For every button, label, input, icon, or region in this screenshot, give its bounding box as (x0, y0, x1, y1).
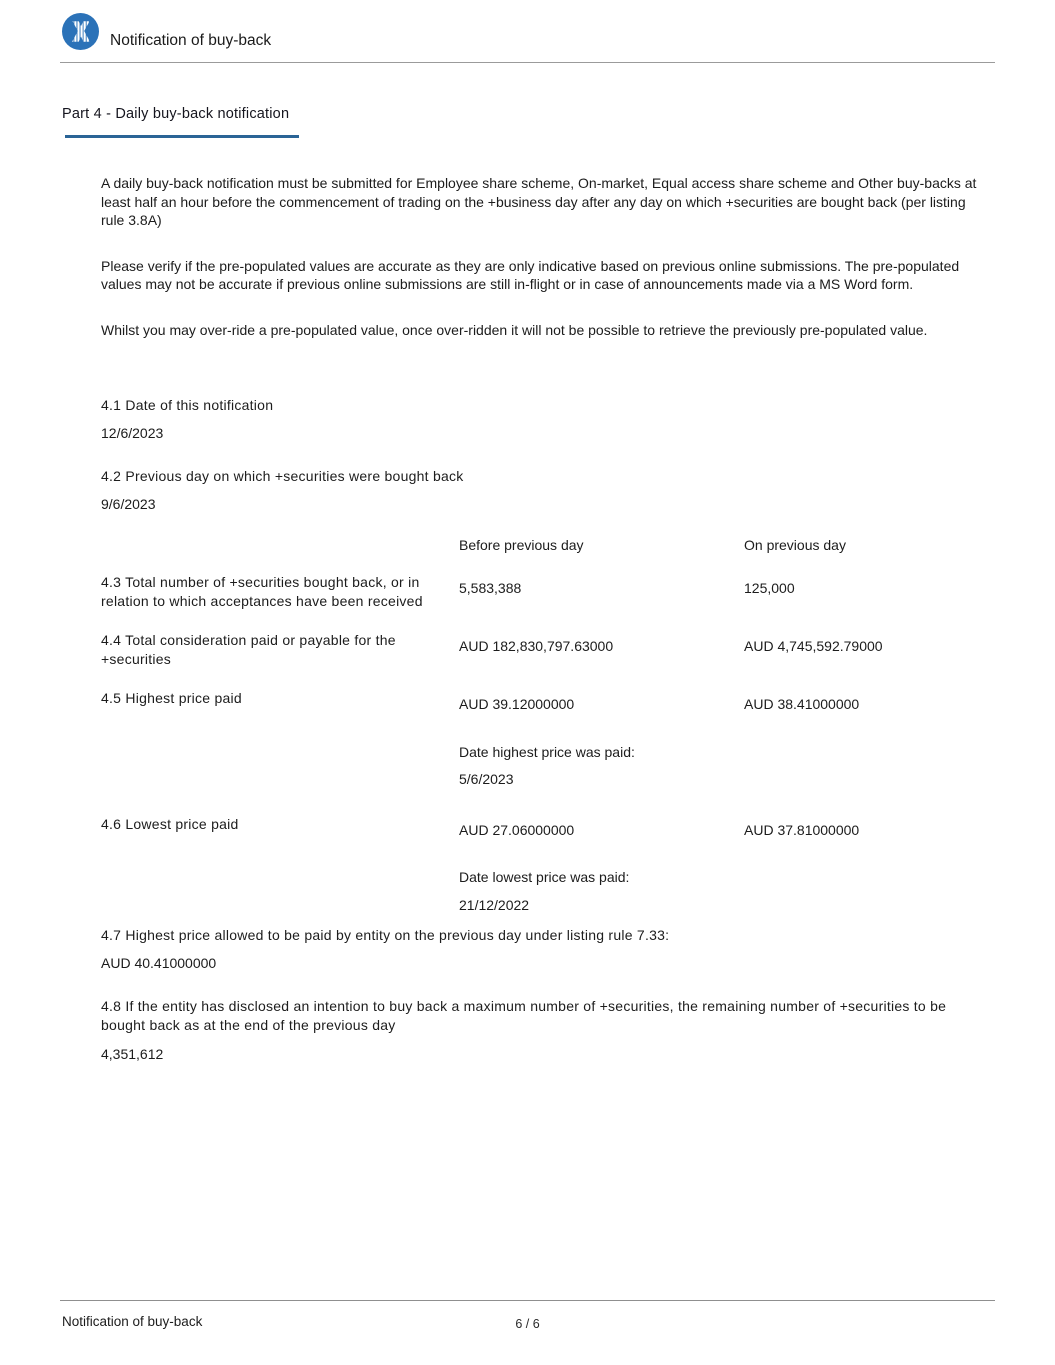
field-4-3-on-value: 125,000 (744, 580, 795, 596)
field-4-6-before-value: AUD 27.06000000 (459, 821, 575, 838)
field-4-6-on-value: AUD 37.81000000 (744, 821, 860, 838)
field-4-3-label: 4.3 Total number of +securities bought back, or in relation to which acceptances have been received (101, 574, 423, 609)
field-4-6-date-value: 21/12/2022 (459, 896, 530, 913)
footer-document-title: Notification of buy-back (62, 1314, 203, 1329)
buy-back-comparison-table (101, 537, 985, 914)
field-4-4-on-value: AUD 4,745,592.79000 (744, 638, 883, 654)
part-heading-underline (65, 135, 299, 138)
column-header-on-previous-day: On previous day (744, 537, 846, 553)
asx-logo-icon (62, 13, 99, 50)
field-4-8-value: 4,351,612 (101, 1046, 164, 1062)
field-4-8-label: 4.8 If the entity has disclosed an intention to buy back a maximum number of +securities, the remaining number of +securities to be bought back as at the end of the previous day (101, 998, 947, 1033)
intro-paragraph-2: Please verify if the pre-populated values are accurate as they are only indicative based on previous online submissions. The pre-populated values may not be accurate if previous online submissions are still in-flight or in case of announcements made via a MS Word form. (101, 257, 960, 292)
field-4-5-before-value: AUD 39.12000000 (459, 696, 575, 712)
field-4-6-before-cell (459, 815, 744, 915)
field-4-1 (101, 396, 985, 442)
field-4-2-value: 9/6/2023 (101, 495, 156, 512)
page-header (60, 0, 995, 63)
intro-paragraph-1: A daily buy-back notification must be submitted for Employee share scheme, On-market, Equal access share scheme and Other buy-backs at least half an hour before the commencement of trading on the +business day after any day on which +securities are bought back (per listing rule 3.8A) (101, 175, 977, 228)
field-4-5-before-cell (459, 689, 744, 789)
field-4-2 (101, 467, 985, 513)
column-header-before-previous-day: Before previous day (459, 537, 584, 553)
table-row-4-5 (101, 689, 985, 789)
intro-paragraph-3: Whilst you may over-ride a pre-populated value, once over-ridden it will not be possible to retrieve the previously pre-populated value. (101, 321, 928, 338)
field-4-7-label: 4.7 Highest price allowed to be paid by entity on the previous day under listing rule 7.33: (101, 927, 670, 943)
intro-paragraphs (101, 174, 985, 366)
field-4-6-label: 4.6 Lowest price paid (101, 815, 239, 832)
page-number: 6 / 6 (515, 1317, 540, 1331)
table-row-4-4 (101, 631, 985, 668)
field-4-3-before-value: 5,583,388 (459, 580, 522, 596)
field-4-1-label: 4.1 Date of this notification (101, 397, 274, 413)
field-4-2-label: 4.2 Previous day on which +securities were bought back (101, 468, 464, 484)
table-header-spacer (101, 537, 459, 553)
field-4-7-value: AUD 40.41000000 (101, 954, 217, 971)
document-title: Notification of buy-back (110, 32, 272, 49)
table-row-4-6 (101, 815, 985, 915)
field-4-5-on-value: AUD 38.41000000 (744, 696, 860, 712)
table-header-row (101, 537, 985, 553)
table-row-4-3 (101, 573, 985, 610)
field-4-7 (101, 926, 985, 972)
field-4-5-date-value: 5/6/2023 (459, 771, 514, 787)
field-4-1-value: 12/6/2023 (101, 424, 164, 441)
page-footer (60, 1300, 995, 1331)
part-heading: Part 4 - Daily buy-back notification (62, 106, 290, 122)
field-4-4-label: 4.4 Total consideration paid or payable for the +securities (101, 632, 396, 667)
field-4-8 (101, 997, 985, 1064)
field-4-6-date-label: Date lowest price was paid: (459, 869, 630, 885)
field-4-5-date-label: Date highest price was paid: (459, 743, 635, 760)
field-4-4-before-value: AUD 182,830,797.63000 (459, 638, 614, 654)
field-4-5-label: 4.5 Highest price paid (101, 690, 242, 706)
